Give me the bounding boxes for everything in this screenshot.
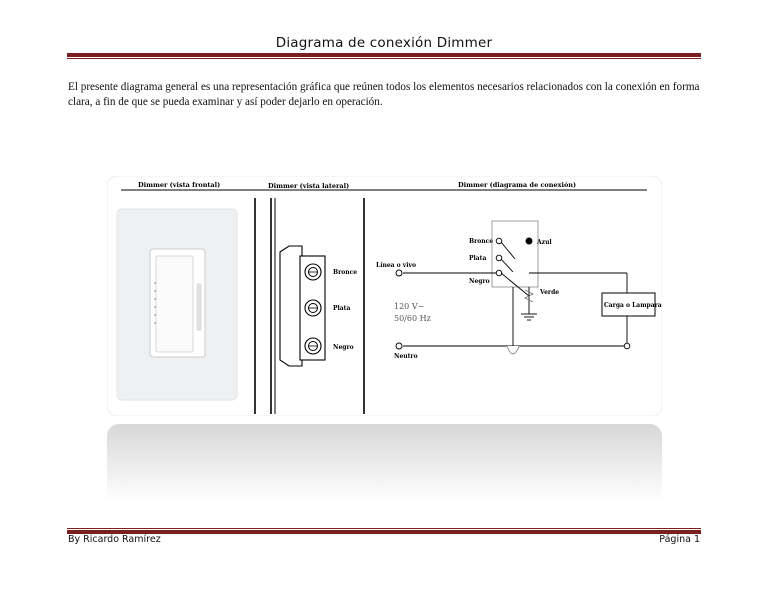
label-verde: Verde	[540, 289, 560, 296]
label-negro: Negro	[469, 278, 490, 285]
header-rule	[67, 53, 701, 57]
header-rule-thin	[67, 58, 701, 59]
figure-reflection	[107, 424, 662, 502]
label-voltage: 120 V~	[394, 302, 425, 311]
dimmer-front-view	[117, 209, 237, 400]
header-front: Dimmer (vista frontal)	[138, 181, 221, 189]
header-side: Dimmer (vista lateral)	[268, 182, 350, 190]
side-terminal-label: Plata	[333, 305, 351, 312]
label-plata: Plata	[469, 255, 487, 262]
label-azul: Azul	[537, 239, 552, 246]
footer-rule	[67, 530, 701, 534]
page-title: Diagrama de conexión Dimmer	[275, 35, 493, 51]
label-neutro: Neutro	[394, 353, 418, 360]
intro-paragraph: El presente diagrama general es una representación gráfica que reúnen todos los elementos necesarios relacionados con la conexión en forma clara, a fin de que se pueda examinar y así poder dejarlo en operación.	[68, 81, 700, 108]
footer-page-number: Página 1	[659, 534, 700, 545]
dimmer-diagram-svg	[107, 176, 662, 416]
side-terminal-label: Bronce	[333, 269, 358, 276]
label-bronce: Bronce	[469, 238, 494, 245]
header-diagram: Dimmer (diagrama de conexión)	[458, 181, 577, 189]
label-carga: Carga o Lampara	[604, 302, 662, 309]
side-terminal-label: Negro	[333, 344, 354, 351]
footer-author: By Ricardo Ramírez	[68, 534, 161, 545]
label-frequency: 50/60 Hz	[394, 314, 431, 323]
dimmer-figure	[107, 176, 662, 416]
label-linea: Línea o vivo	[376, 262, 416, 269]
footer-rule-thin	[67, 528, 701, 529]
